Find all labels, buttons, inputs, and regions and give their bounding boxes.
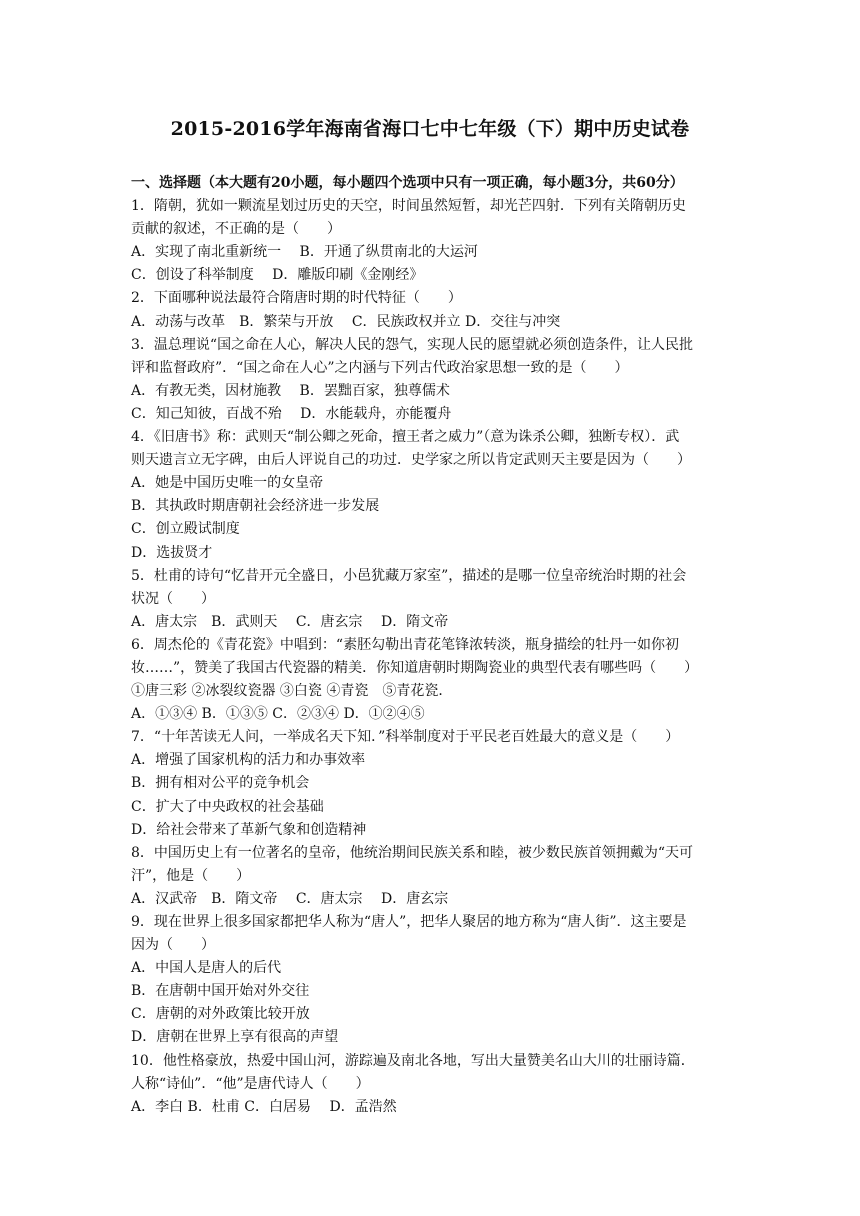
option-line: A．动荡与改革 B．繁荣与开放 C．民族政权并立 D．交往与冲突 (131, 313, 561, 330)
question-line: 人称“诗仙”．“他”是唐代诗人（ ） (131, 1075, 370, 1092)
question-line: 5．杜甫的诗句“忆昔开元全盛日，小邑犹藏万家室”，描述的是哪一位皇帝统治时期的社会 (131, 567, 687, 584)
question-line: 8．中国历史上有一位著名的皇帝，他统治期间民族关系和睦，被少数民族首领拥戴为“天可 (131, 844, 694, 861)
question-line: ①唐三彩 ②冰裂纹瓷器 ③白瓷 ④青瓷 ⑤青花瓷． (131, 683, 453, 700)
option-line: C．扩大了中央政权的社会基础 (131, 798, 324, 815)
option-line: A．她是中国历史唯一的女皇帝 (131, 475, 324, 492)
exam-title: 2015-2016学年海南省海口七中七年级（下）期中历史试卷 (170, 118, 690, 140)
option-line: B．其执政时期唐朝社会经济进一步发展 (131, 498, 380, 515)
option-line: A．实现了南北重新统一 B．开通了纵贯南北的大运河 (131, 244, 478, 261)
option-line: D．唐朝在世界上享有很高的声望 (131, 1029, 339, 1046)
question-line: 1．隋朝，犹如一颗流星划过历史的天空，时间虽然短暂，却光芒四射．下列有关隋朝历史 (131, 198, 686, 215)
option-line: A．李白 B．杜甫 C．白居易 D．孟浩然 (131, 1098, 397, 1115)
question-line: 4．《旧唐书》称：武则天“制公卿之死命，擅王者之威力”（意为诛杀公卿，独断专权）．武 (131, 429, 680, 446)
question-line: 汗”，他是（ ） (131, 867, 251, 884)
option-line: C．唐朝的对外政策比较开放 (131, 1006, 310, 1023)
question-line: 10．他性格豪放，热爱中国山河，游踪遍及南北各地，写出大量赞美名山大川的壮丽诗篇． (131, 1052, 695, 1069)
option-line: D．给社会带来了革新气象和创造精神 (131, 821, 367, 838)
question-line: 3．温总理说“国之命在人心，解决人民的怨气，实现人民的愿望就必须创造条件，让人民批 (131, 336, 694, 353)
question-line: 妆……”，赞美了我国古代瓷器的精美．你知道唐朝时期陶瓷业的典型代表有哪些吗（ ） (131, 659, 699, 676)
option-line: C．创立殿试制度 (131, 521, 240, 538)
option-line: A．有教无类，因材施教 B．罢黜百家，独尊儒术 (131, 382, 450, 399)
exam-content (131, 172, 743, 1119)
option-line: C．创设了科举制度 D．雕版印刷《金刚经》 (131, 267, 424, 284)
question-line: 2．下面哪种说法最符合隋唐时期的时代特征（ ） (131, 290, 462, 307)
question-line: 则天遗言立无字碑，由后人评说自己的功过．史学家之所以肯定武则天主要是因为（ ） (131, 452, 691, 469)
option-line: A．增强了国家机构的活力和办事效率 (131, 752, 366, 769)
option-line: A．中国人是唐人的后代 (131, 960, 282, 977)
question-line: 9．现在世界上很多国家都把华人称为“唐人”，把华人聚居的地方称为“唐人街”．这主要是 (131, 914, 687, 930)
option-line: A．汉武帝 B．隋文帝 C．唐太宗 D．唐玄宗 (131, 890, 449, 907)
question-line: 评和监督政府”．“国之命在人心”之内涵与下列古代政治家思想一致的是（ ） (131, 359, 629, 376)
question-line: 因为（ ） (131, 937, 215, 954)
option-line: B．在唐朝中国开始对外交往 (131, 983, 310, 1000)
option-line: C．知己知彼，百战不殆 D．水能载舟，亦能覆舟 (131, 405, 452, 422)
question-line: 状况（ ） (131, 590, 215, 607)
option-line: A．唐太宗 B．武则天 C．唐玄宗 D．隋文帝 (131, 613, 449, 630)
option-line: B．拥有相对公平的竞争机会 (131, 775, 310, 792)
question-line: 7．“十年苦读无人问，一举成名天下知．”科举制度对于平民老百姓最大的意义是（ ） (131, 729, 680, 746)
option-line: D．选拔贤才 (131, 544, 213, 561)
option-line: A．①③④ B．①③⑤ C．②③④ D．①②④⑤ (131, 706, 425, 723)
question-line: 贡献的叙述，不正确的是（ ） (131, 221, 341, 238)
question-line: 6．周杰伦的《青花瓷》中唱到：“素胚勾勒出青花笔锋浓转淡，瓶身描绘的牡丹一如你初 (131, 636, 680, 653)
section-heading: 一、选择题（本大题有20小题，每小题四个选项中只有一项正确，每小题3分，共60分） (131, 175, 684, 191)
